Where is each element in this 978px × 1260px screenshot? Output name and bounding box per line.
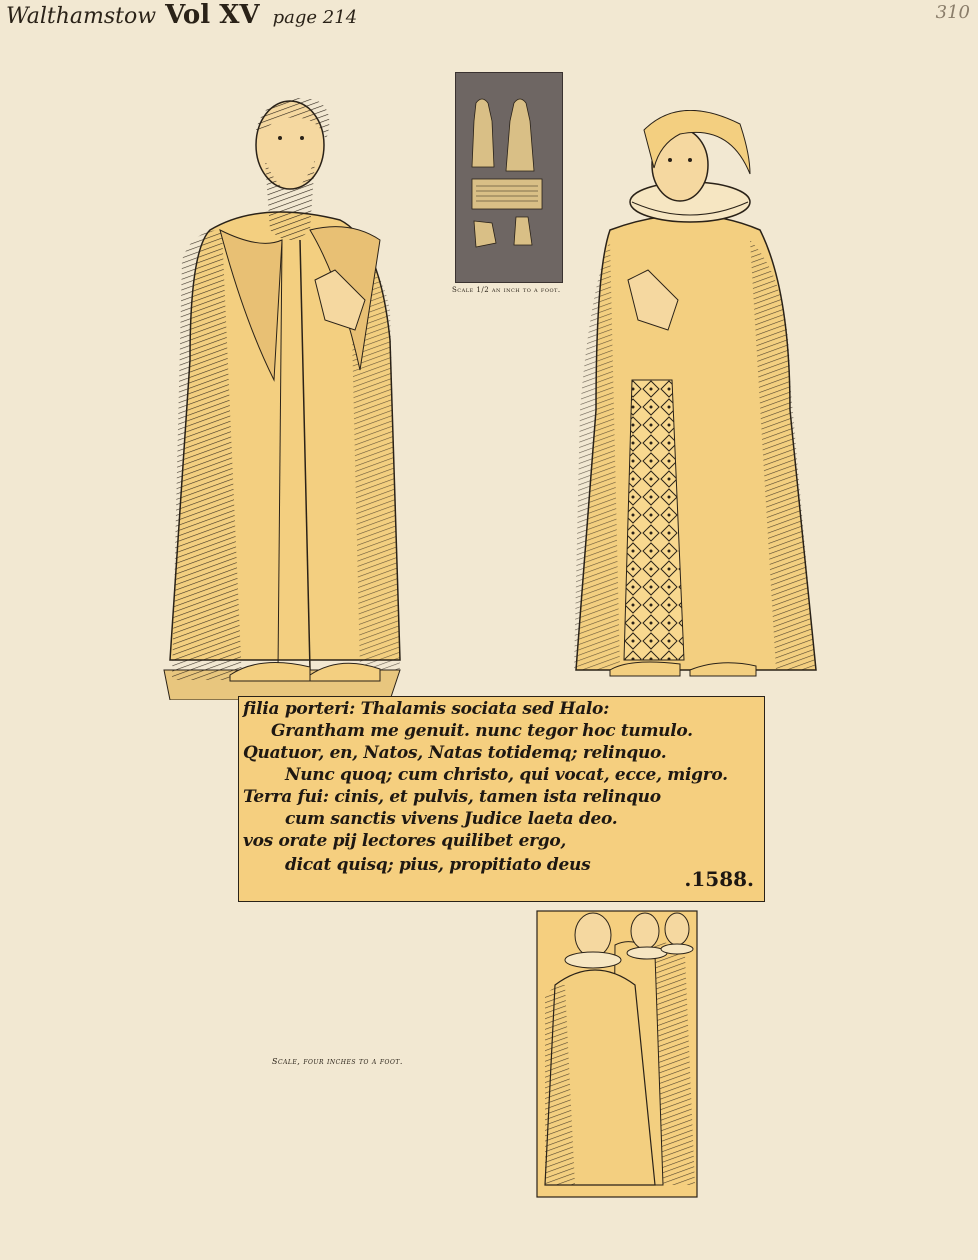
page-header: [6, 0, 357, 30]
slab-figures-illustration: [456, 73, 562, 282]
inscription-line: cum sanctis vivens Judice laeta deo.: [285, 809, 618, 829]
inscription-line: Terra fui: cinis, et pulvis, tamen ista relinquo: [243, 787, 661, 807]
inscription-line: Quatuor, en, Natos, Natas totidemq; relinquo.: [243, 743, 667, 763]
inscription-line: Nunc quoq; cum christo, qui vocat, ecce, migro.: [285, 765, 728, 785]
inscription-line: vos orate pij lectores quilibet ergo,: [243, 831, 567, 851]
children-figures-illustration: [535, 905, 705, 1200]
folio-number: 310: [935, 2, 970, 23]
male-figure-illustration: [160, 90, 410, 700]
inscription-line: dicat quisq; pius, propitiato deus: [285, 855, 591, 875]
inset-scale-caption: Scale 1/2 an inch to a foot.: [452, 286, 561, 294]
brass-slab-inset: [455, 72, 563, 283]
figure-scale-caption: Scale, four inches to a foot.: [272, 1057, 403, 1066]
header-volume: Vol XV: [165, 0, 260, 30]
inscription-line: Grantham me genuit. nunc tegor hoc tumulo.: [271, 721, 693, 741]
header-page: page 214: [272, 7, 358, 28]
inscription-plate: [238, 696, 765, 902]
inscription-year: .1588.: [684, 867, 754, 891]
header-location: Walthamstow: [6, 4, 157, 29]
female-figure-illustration: [570, 110, 820, 700]
inscription-line: filia porteri: Thalamis sociata sed Halo:: [243, 699, 610, 719]
